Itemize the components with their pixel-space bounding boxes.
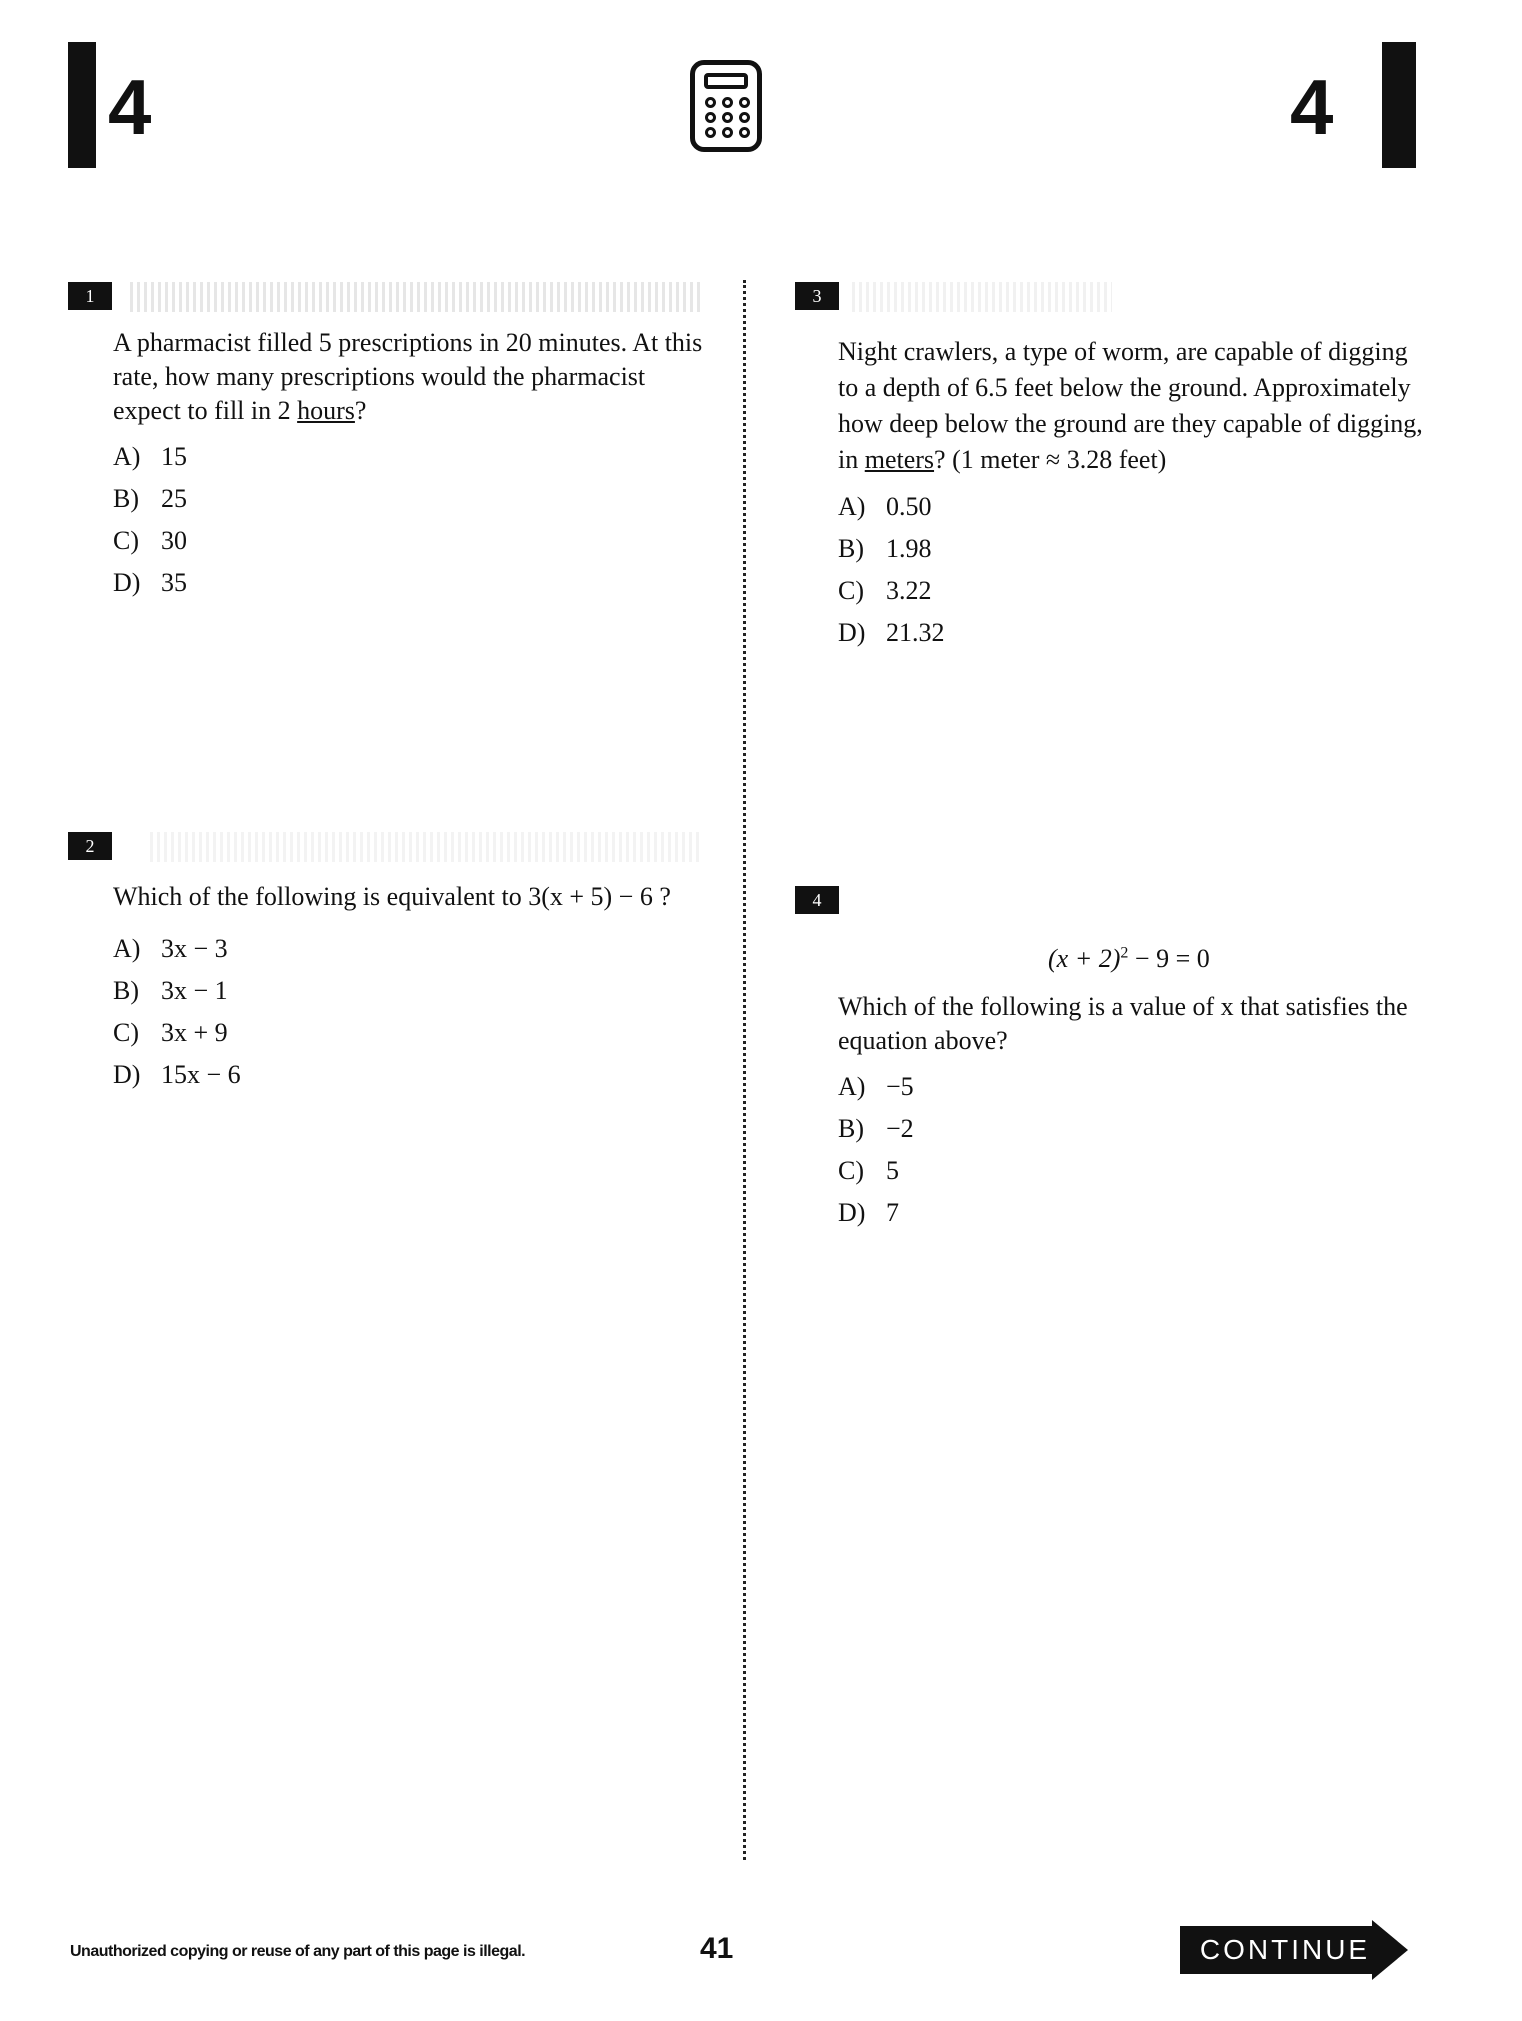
question-1-number: 1 [68, 282, 112, 310]
question-3-choices [838, 486, 945, 654]
question-1-choice-c[interactable]: C) 30 [113, 526, 187, 555]
question-3-number: 3 [795, 282, 839, 310]
question-2-header-strip [150, 832, 700, 862]
question-3-choice-a[interactable]: A) 0.50 [838, 492, 932, 521]
question-3-choice-c[interactable]: C) 3.22 [838, 576, 932, 605]
question-3-text: Night crawlers, a type of worm, are capable of digging to a depth of 6.5 feet below the ground. Approximately how deep below the ground are they capable of digging, in meters? (1 meter ≈ 3.28 feet) [838, 337, 1423, 474]
copyright-notice: Unauthorized copying or reuse of any part of this page is illegal. [70, 1943, 526, 1960]
question-2-choice-b[interactable]: B) 3x − 1 [113, 976, 228, 1005]
question-4-choice-b[interactable]: B) −2 [838, 1114, 914, 1143]
question-4-choice-c[interactable]: C) 5 [838, 1156, 899, 1185]
question-1-choice-d[interactable]: D) 35 [113, 568, 187, 597]
question-1-header-strip [130, 282, 700, 312]
question-4-choices [838, 1066, 914, 1234]
question-4-equation: $(x + 2)^2 - 9 = 0$ [1048, 944, 1210, 973]
question-1-text: A pharmacist filled 5 prescriptions in 20 minutes. At this rate, how many prescriptions would the pharmacist expect to fill in 2 hours? [113, 328, 703, 425]
column-divider [743, 280, 746, 1860]
question-2-choice-c[interactable]: C) 3x + 9 [113, 1018, 228, 1047]
question-2-choice-d[interactable]: D) 15x − 6 [113, 1060, 241, 1089]
continue-button[interactable] [1180, 1920, 1412, 1980]
question-1-choices [113, 436, 187, 604]
question-4-choice-d[interactable]: D) 7 [838, 1198, 899, 1227]
question-3-header-strip [852, 282, 1112, 312]
question-4-number: 4 [795, 886, 839, 914]
question-2-choices [113, 928, 241, 1096]
question-1-choice-a[interactable]: A) 15 [113, 442, 187, 471]
calculator-icon [690, 60, 762, 152]
question-1-choice-b[interactable]: B) 25 [113, 484, 187, 513]
left-section-number: 4 [108, 63, 152, 151]
right-section-bar [1382, 42, 1416, 168]
page-number: 41 [700, 1932, 734, 1965]
question-2-choice-a[interactable]: A) 3x − 3 [113, 934, 228, 963]
question-4-choice-a[interactable]: A) −5 [838, 1072, 914, 1101]
question-2-number: 2 [68, 832, 112, 860]
question-2-text: Which of the following is equivalent to 3(x + 5) − 6 ? [113, 882, 671, 911]
question-3-choice-b[interactable]: B) 1.98 [838, 534, 932, 563]
right-section-number: 4 [1290, 63, 1334, 151]
question-4-text: Which of the following is a value of x that satisfies the equation above? [838, 992, 1408, 1055]
left-section-bar [68, 42, 96, 168]
question-3-choice-d[interactable]: D) 21.32 [838, 618, 945, 647]
continue-label: CONTINUE [1199, 1934, 1371, 1965]
